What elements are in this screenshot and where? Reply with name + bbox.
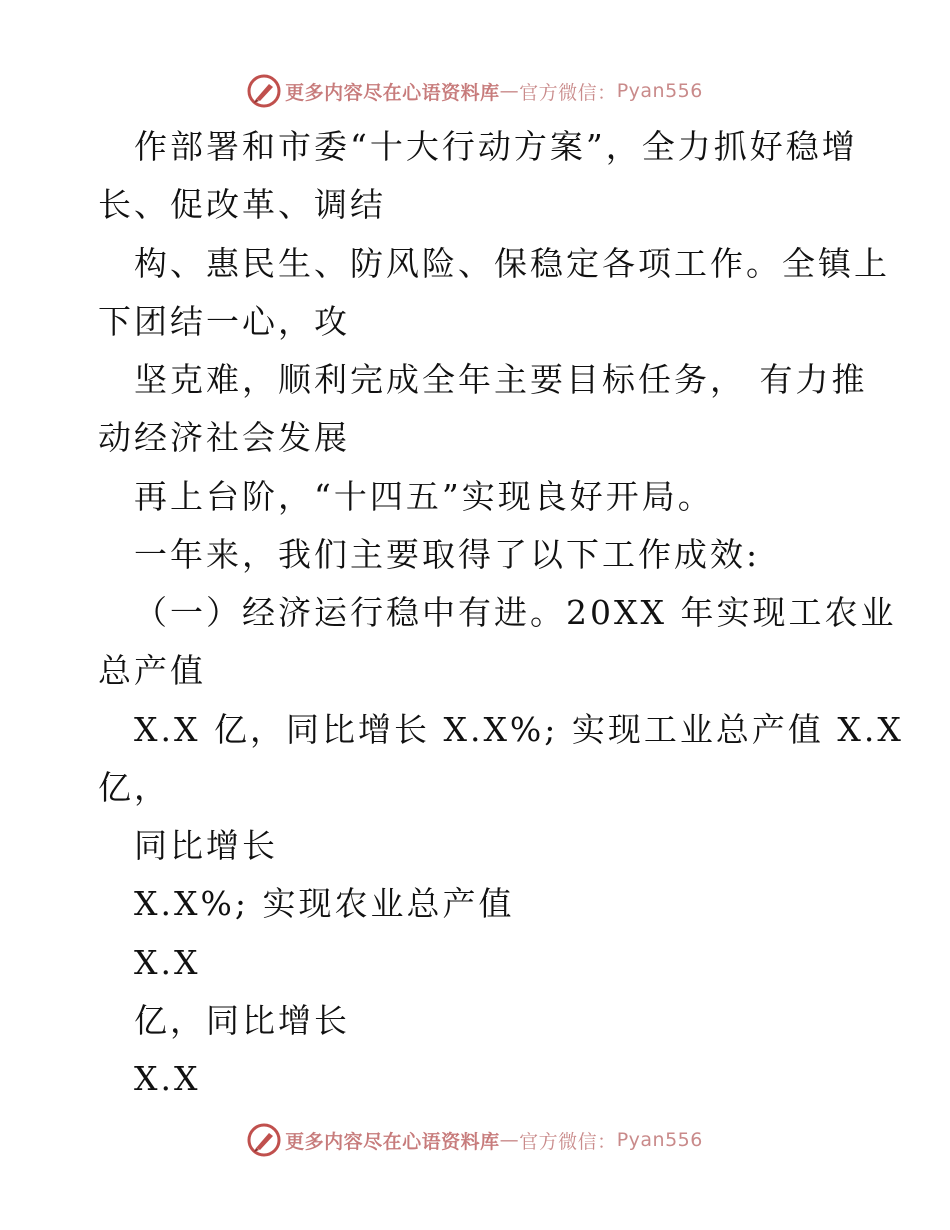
pen-logo-icon (247, 74, 281, 108)
text-line: 坚克难，顺利完成全年主要目标任务， 有力推 (134, 360, 868, 399)
text-line: 下团结一心，攻 (98, 302, 350, 341)
footer-watermark (0, 1120, 950, 1160)
watermark-side-text: 官方微信： (519, 81, 617, 104)
text-line: 总产值 (98, 651, 206, 690)
text-line: 动经济社会发展 (98, 418, 350, 457)
text-line: X.X (134, 943, 201, 982)
text-line: 亿，同比增长 (134, 1001, 350, 1040)
text-line: 作部署和市委“十大行动方案”，全力抓好稳增 (134, 127, 858, 166)
watermark-dash: — (499, 80, 520, 102)
text-line: 亿， (98, 768, 170, 807)
text-line: 长、促改革、调结 (98, 185, 386, 224)
text-line: 再上台阶，“十四五”实现良好开局。 (134, 477, 714, 516)
text-line: 同比增长 (134, 826, 278, 865)
text-line: 一年来，我们主要取得了以下工作成效: (134, 535, 761, 574)
watermark-wechat-id: Pyan556 (616, 1129, 703, 1151)
watermark-dash: — (499, 1129, 520, 1151)
watermark-main-text: 更多内容尽在心语资料库 (285, 81, 500, 104)
watermark-wechat-id: Pyan556 (616, 80, 703, 102)
header-watermark (0, 71, 950, 111)
text-line: X.X%; 实现农业总产值 (134, 884, 515, 923)
text-line: 构、惠民生、防风险、保稳定各项工作。全镇上 (134, 244, 890, 283)
watermark-side-text: 官方微信： (519, 1130, 617, 1153)
text-line: X.X 亿，同比增长 X.X%; 实现工业总产值 X.X (134, 710, 904, 749)
pen-logo-icon (247, 1123, 281, 1157)
text-line: X.X (134, 1059, 201, 1098)
watermark-main-text: 更多内容尽在心语资料库 (285, 1130, 500, 1153)
text-line: （一）经济运行稳中有进。20XX 年实现工农业 (134, 593, 897, 632)
